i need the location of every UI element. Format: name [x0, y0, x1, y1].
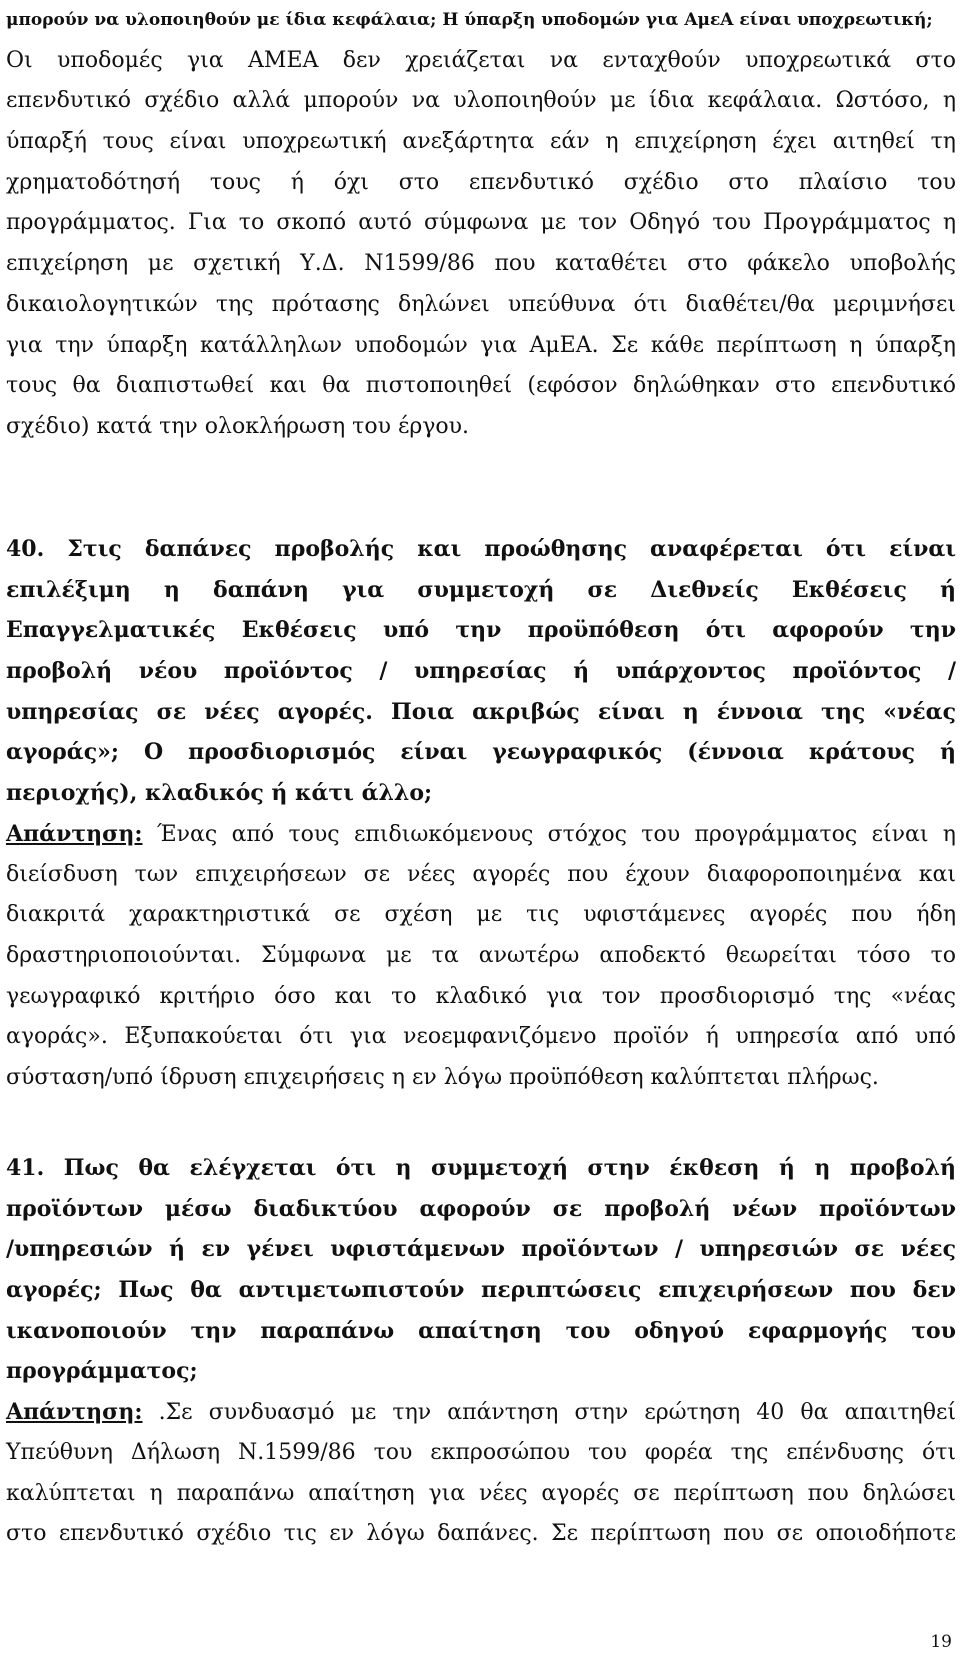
text-line: Οι υποδομές για ΑΜΕΑ δεν χρειάζεται να ενταχθούν υποχρεωτικά στο [6, 47, 956, 73]
text-line: προγράμματος. Για το σκοπό αυτό σύμφωνα με τον Οδηγό του Προγράμματος η [6, 210, 956, 236]
text-line: χρηματοδότησή τους ή όχι στο επενδυτικό σχέδιο στο πλαίσιο του [6, 169, 956, 195]
question-line: προβολή νέου προϊόντος / υπηρεσίας ή υπάρχοντος προϊόντος / [6, 658, 956, 685]
answer-line: στο επενδυτικό σχέδιο τις εν λόγω δαπάνες. Σε περίπτωση που σε οποιοδήποτε [6, 1521, 956, 1547]
question-line: προγράμματος; [6, 1358, 198, 1385]
question-40 [6, 529, 956, 1099]
answer-label: Απάντηση: [6, 820, 143, 847]
answer-text: Ένας από τους επιδιωκόμενους στόχος του προγράμματος είναι η [142, 821, 956, 847]
answer-line: δραστηριοποιούνται. Σύμφωνα με τα ανωτέρω αποδεκτό θεωρείται τόσο το [6, 942, 956, 968]
question-line: υπηρεσίας σε νέες αγορές. Ποια ακριβώς είναι η έννοια της «νέας [6, 698, 956, 725]
question-line: 41. Πως θα ελέγχεται ότι η συμμετοχή στην έκθεση ή η προβολή [6, 1155, 956, 1181]
answer-line: καλύπτεται η παραπάνω απαίτηση για νέες αγορές σε περίπτωση που δηλώσει [6, 1480, 956, 1506]
previous-question-answer [6, 0, 956, 448]
question-line: αγοράς»; Ο προσδιορισμός είναι γεωγραφικός (έννοια κράτους ή [6, 739, 956, 766]
text-line: για την ύπαρξη κατάλληλων υποδομών για ΑμΕΑ. Σε κάθε περίπτωση η ύπαρξη [6, 332, 956, 358]
page-number: 19 [930, 1632, 952, 1652]
text-line: σχέδιο) κατά την ολοκλήρωση του έργου. [6, 413, 470, 439]
text-line: τους θα διαπιστωθεί και θα πιστοποιηθεί (εφόσον δηλώθηκαν στο επενδυτικό [6, 373, 956, 399]
question-line: Επαγγελματικές Εκθέσεις υπό την προϋπόθεση ότι αφορούν την [6, 617, 956, 644]
answer-line: αγοράς». Εξυπακούεται ότι για νεοεμφανιζόμενο προϊόν ή υπηρεσία από υπό [6, 1024, 956, 1050]
question-line: αγορές; Πως θα αντιμετωπιστούν περιπτώσεις επιχειρήσεων που δεν [6, 1277, 956, 1304]
question-line: επιλέξιμη η δαπάνη για συμμετοχή σε Διεθνείς Εκθέσεις ή [6, 576, 956, 603]
answer-text: .Σε συνδυασμό με την απάντηση στην ερώτηση 40 θα απαιτηθεί [142, 1400, 956, 1426]
question-41 [6, 1148, 956, 1555]
question-line: 40. Στις δαπάνες προβολής και προώθησης αναφέρεται ότι είναι [6, 536, 956, 562]
question-line: προϊόντων μέσω διαδικτύου αφορούν σε προβολή νέων προϊόντων [6, 1195, 956, 1222]
answer-line: διείσδυση των επιχειρήσεων σε νέες αγορές που έχουν διαφοροποιημένα και [6, 861, 956, 887]
answer-line: Υπεύθυνη Δήλωση Ν.1599/86 του εκπροσώπου του φορέα της επένδυσης ότι [6, 1439, 956, 1465]
text-line: επιχείρηση με σχετική Υ.Δ. Ν1599/86 που καταθέτει στο φάκελο υποβολής [6, 251, 956, 277]
answer-line [6, 814, 956, 855]
text-line: ύπαρξή τους είναι υποχρεωτική ανεξάρτητα εάν η επιχείρηση έχει αιτηθεί τη [6, 129, 956, 155]
answer-line [6, 1392, 956, 1433]
question-line: /υπηρεσιών ή εν γένει υφιστάμενων προϊόντων / υπηρεσιών σε νέες [6, 1236, 956, 1263]
answer-line: σύσταση/υπό ίδρυση επιχειρήσεις η εν λόγω προϋπόθεση καλύπτεται πλήρως. [6, 1064, 879, 1090]
answer-line: γεωγραφικό κριτήριο όσο και το κλαδικό για τον προσδιορισμό της «νέας [6, 983, 956, 1009]
text-line: επενδυτικό σχέδιο αλλά μπορούν να υλοποιηθούν με ίδια κεφάλαια. Ωστόσο, η [6, 88, 956, 114]
text-line: δικαιολογητικών της πρότασης δηλώνει υπεύθυνα ότι διαθέτει/θα μεριμνήσει [6, 291, 956, 317]
answer-label: Απάντηση: [6, 1399, 143, 1426]
question-line: περιοχής), κλαδικός ή κάτι άλλο; [6, 780, 433, 807]
question-tail: μπορούν να υλοποιηθούν με ίδια κεφάλαια; Η ύπαρξη υποδομών για ΑμεΑ είναι υποχρεωτική; [6, 10, 933, 30]
question-line: ικανοποιούν την παραπάνω απαίτηση του οδηγού εφαρμογής του [6, 1317, 956, 1344]
answer-line: διακριτά χαρακτηριστικά σε σχέση με τις υφιστάμενες αγορές που ήδη [6, 902, 956, 928]
